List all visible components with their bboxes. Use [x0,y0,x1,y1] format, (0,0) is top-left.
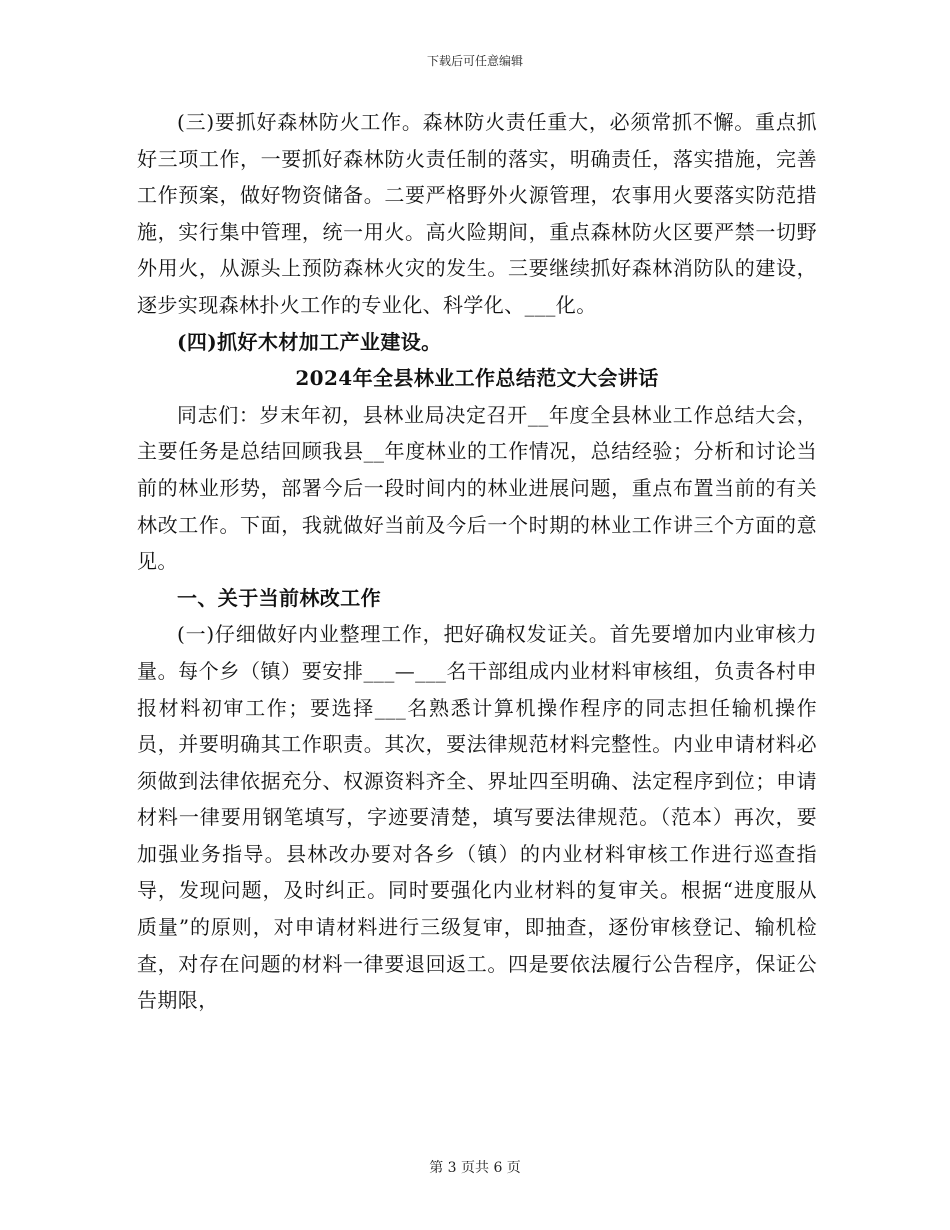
paragraph-forest-fire: (三)要抓好森林防火工作。森林防火责任重大，必须常抓不懈。重点抓好三项工作，一要抓好森林防火责任制的落实，明确责任，落实措施，完善工作预案，做好物资储备。二要严格野外火源管理，农事用火要落实防范措施，实行集中管理，统一用火。高火险期间，重点森林防火区要严禁一切野外用火，从源头上预防森林火灾的发生。三要继续抓好森林消防队的建设，逐步实现森林扑火工作的专业化、科学化、___化。 [137,110,817,317]
paragraph-opening: 同志们：岁末年初，县林业局决定召开__年度全县林业工作总结大会，主要任务是总结回顾我县__年度林业的工作情况，总结经验；分析和讨论当前的林业形势，部署今后一段时间内的林业进展问题，重点布置当前的有关林改工作。下面，我就做好当前及今后一个时期的林业工作讲三个方面的意见。 [137,402,817,574]
page-footer: 第 3 页共 6 页 [429,1160,521,1176]
section-heading-forest-reform: 一、关于当前林改工作 [177,585,381,610]
paragraph-internal-review: (一)仔细做好内业整理工作，把好确权发证关。首先要增加内业审核力量。每个乡（镇）要安排___—___名干部组成内业材料审核组，负责各村申报材料初审工作；要选择___名熟悉计算机操作程序的同志担任输机操作员，并要明确其工作职责。其次，要法律规范材料完整性。内业申请材料必须做到法律依据充分、权源资料齐全、界址四至明确、法定程序到位；申请材料一律要用钢笔填写，字迹要清楚，填写要法律规范。（范本）再次，要加强业务指导。县林改办要对各乡（镇）的内业材料审核工作进行巡查指导，发现问题，及时纠正。同时要强化内业材料的复审关。根据“进度服从质量”的原则，对申请材料进行三级复审，即抽查，逐份审核登记、输机检查，对存在问题的材料一律要退回返工。四是要依法履行公告程序，保证公告期限， [137,622,817,1013]
document-body [137,104,817,1019]
speech-title: 2024年全县林业工作总结范文大会讲话 [295,366,659,391]
page-header: 下载后可任意编辑 [426,54,523,68]
paragraph-timber-industry: (四)抓好木材加工产业建设。 [177,329,442,354]
